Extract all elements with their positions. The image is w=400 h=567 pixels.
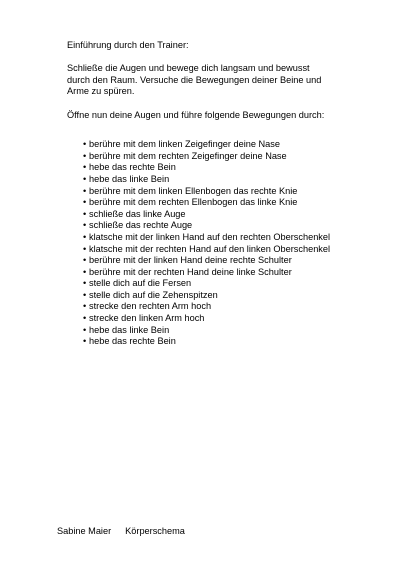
list-item: [83, 336, 367, 348]
list-item-text: stelle dich auf die Fersen: [89, 278, 192, 289]
bullet-icon: •: [83, 197, 87, 208]
list-item-text: strecke den rechten Arm hoch: [89, 301, 212, 312]
footer-author: Sabine Maier: [57, 526, 112, 536]
list-item-text: hebe das rechte Bein: [89, 162, 176, 173]
list-item: [83, 255, 367, 267]
bullet-icon: •: [83, 255, 87, 266]
list-item-text: schließe das rechte Auge: [89, 220, 193, 231]
bullet-icon: •: [83, 324, 87, 335]
list-item: [83, 186, 367, 198]
bullet-icon: •: [83, 220, 87, 231]
list-item: [83, 244, 367, 256]
bullet-icon: •: [83, 301, 87, 312]
footer-title: Körperschema: [125, 526, 185, 536]
list-item-text: berühre mit dem rechten Zeigefinger deine Nase: [89, 150, 287, 161]
list-item: [83, 301, 367, 313]
bullet-icon: •: [83, 173, 87, 184]
list-item: [83, 325, 367, 337]
intro-paragraph: Schließe die Augen und bewege dich langsam und bewusst durch den Raum. Versuche die Bewegungen deiner Beine und Arme zu spüren.: [67, 63, 322, 97]
bullet-icon: •: [83, 336, 87, 347]
document-body: [67, 40, 367, 348]
bullet-icon: •: [83, 289, 87, 300]
list-item: [83, 151, 367, 163]
list-item-text: hebe das linke Bein: [89, 324, 170, 335]
list-item: [83, 220, 367, 232]
list-item-text: strecke den linken Arm hoch: [89, 313, 205, 324]
list-item-text: berühre mit dem linken Ellenbogen das rechte Knie: [89, 185, 298, 196]
list-item: [83, 278, 367, 290]
bullet-icon: •: [83, 231, 87, 242]
movement-list: [67, 139, 367, 348]
list-item-text: berühre mit der rechten Hand deine linke Schulter: [89, 266, 292, 277]
list-item: [83, 313, 367, 325]
list-item-text: klatsche mit der rechten Hand auf den linken Oberschenkel: [89, 243, 331, 254]
list-item: [83, 197, 367, 209]
instruction-paragraph: Öffne nun deine Augen und führe folgende Bewegungen durch:: [67, 109, 325, 120]
bullet-icon: •: [83, 266, 87, 277]
list-item-text: berühre mit dem linken Zeigefinger deine Nase: [89, 139, 280, 150]
bullet-icon: •: [83, 185, 87, 196]
list-item-text: stelle dich auf die Zehenspitzen: [89, 289, 218, 300]
list-item-text: schließe das linke Auge: [89, 208, 186, 219]
list-item: [83, 232, 367, 244]
bullet-icon: •: [83, 150, 87, 161]
bullet-icon: •: [83, 162, 87, 173]
bullet-icon: •: [83, 139, 87, 150]
list-item: [83, 162, 367, 174]
list-item-text: hebe das rechte Bein: [89, 336, 176, 347]
bullet-icon: •: [83, 313, 87, 324]
list-item-text: berühre mit dem rechten Ellenbogen das linke Knie: [89, 197, 298, 208]
document-heading: Einführung durch den Trainer:: [67, 40, 189, 50]
list-item: [83, 139, 367, 151]
bullet-icon: •: [83, 243, 87, 254]
bullet-icon: •: [83, 278, 87, 289]
list-item: [83, 267, 367, 279]
list-item-text: hebe das linke Bein: [89, 173, 170, 184]
list-item-text: berühre mit der linken Hand deine rechte Schulter: [89, 255, 292, 266]
bullet-icon: •: [83, 208, 87, 219]
page-footer: [57, 525, 185, 537]
list-item: [83, 209, 367, 221]
list-item-text: klatsche mit der linken Hand auf den rechten Oberschenkel: [89, 231, 331, 242]
list-item: [83, 174, 367, 186]
list-item: [83, 290, 367, 302]
